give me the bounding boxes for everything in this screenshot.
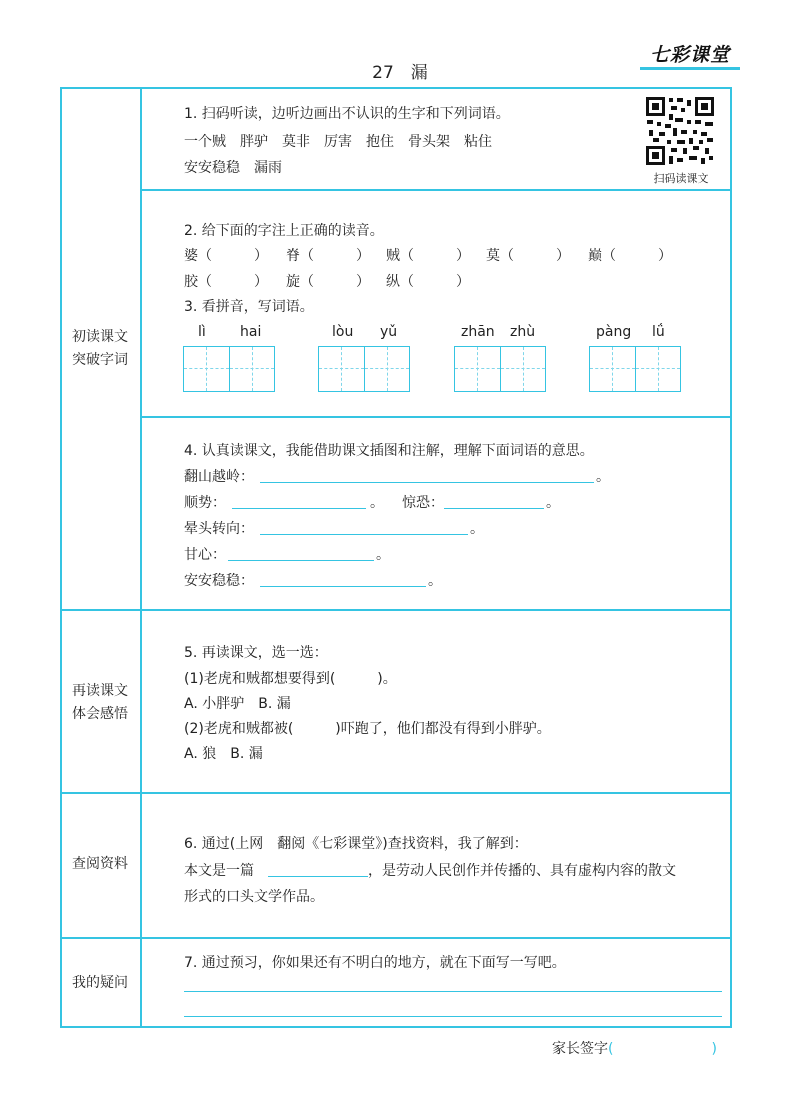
answer-line[interactable] bbox=[260, 466, 594, 483]
q2-prompt: 2. 给下面的字注上正确的读音。 bbox=[184, 223, 384, 239]
qr-caption: 扫码读课文 bbox=[653, 172, 709, 185]
q1-prompt: 1. 扫码听读，边听边画出不认识的生字和下列词语。 bbox=[184, 106, 510, 122]
q6-line1-end: ，是劳动人民创作并传播的、具有虚构内容的散文 bbox=[368, 863, 676, 879]
pinyin-syllable: zhù bbox=[510, 324, 536, 340]
q4-term: 甘心： bbox=[184, 547, 226, 563]
divider-q1 bbox=[140, 189, 732, 191]
q2-char-item: 贼（ ） bbox=[386, 248, 470, 264]
section-label-questions: 我的疑问 bbox=[72, 975, 128, 991]
writing-grid[interactable] bbox=[454, 346, 546, 392]
writing-grid[interactable] bbox=[183, 346, 275, 392]
q5-prompt: 5. 再读课文，选一选： bbox=[184, 645, 328, 661]
end-mark: 。 bbox=[428, 573, 442, 589]
q4-term: 安安稳稳： bbox=[184, 573, 254, 589]
q4-prompt: 4. 认真读课文，我能借助课文插图和注解，理解下面词语的意思。 bbox=[184, 443, 594, 459]
page-title: 27 漏 bbox=[372, 63, 428, 83]
writing-grid[interactable] bbox=[589, 346, 681, 392]
q4-term: 惊恐： bbox=[402, 495, 444, 511]
label-line: 初读课文 bbox=[72, 329, 128, 345]
q5-sub1-options: A. 小胖驴 B. 漏 bbox=[184, 696, 291, 712]
pinyin-syllable: lòu bbox=[332, 324, 354, 340]
q4-term: 翻山越岭： bbox=[184, 469, 254, 485]
label-line: 体会感悟 bbox=[72, 706, 128, 722]
end-mark: 。 bbox=[546, 495, 560, 511]
divider-section3 bbox=[60, 937, 732, 939]
signature-label: 家长签字 bbox=[552, 1041, 608, 1057]
section-label-research: 查阅资料 bbox=[72, 856, 128, 872]
answer-line[interactable] bbox=[260, 518, 468, 535]
q1-words-line1: 一个贼 胖驴 莫非 厉害 抱住 骨头架 粘住 bbox=[184, 134, 492, 150]
q2-char-item: 脊（ ） bbox=[286, 248, 370, 264]
pinyin-syllable: zhān bbox=[461, 324, 495, 340]
q3-prompt: 3. 看拼音，写词语。 bbox=[184, 299, 314, 315]
q6-line1-start: 本文是一篇 bbox=[184, 863, 254, 879]
end-mark: 。 bbox=[596, 469, 610, 485]
writing-line[interactable] bbox=[184, 991, 722, 992]
qr-code[interactable] bbox=[645, 96, 715, 166]
q4-term: 顺势： bbox=[184, 495, 226, 511]
brand-name: 七彩课堂 bbox=[650, 44, 731, 66]
qr-code-graphic bbox=[645, 96, 715, 166]
parent-signature bbox=[552, 1038, 717, 1058]
answer-line[interactable] bbox=[232, 492, 366, 509]
divider-section1 bbox=[60, 609, 732, 611]
q5-sub2-options: A. 狼 B. 漏 bbox=[184, 746, 263, 762]
pinyin-syllable: yǔ bbox=[380, 324, 398, 340]
divider-section2 bbox=[60, 792, 732, 794]
q2-char-item: 莫（ ） bbox=[486, 248, 570, 264]
q2-char-item: 纵（ ） bbox=[386, 274, 470, 290]
q5-sub1: (1)老虎和贼都想要得到( )。 bbox=[184, 671, 397, 687]
label-line: 再读课文 bbox=[72, 683, 128, 699]
q4-term: 晕头转向： bbox=[184, 521, 254, 537]
label-line: 突破字词 bbox=[72, 352, 128, 368]
writing-grid[interactable] bbox=[318, 346, 410, 392]
end-mark: 。 bbox=[376, 547, 390, 563]
q2-char-item: 巅（ ） bbox=[588, 248, 672, 264]
answer-line[interactable] bbox=[228, 544, 374, 561]
q2-char-item: 胶（ ） bbox=[184, 274, 268, 290]
divider-q3 bbox=[140, 416, 732, 418]
q7-prompt: 7. 通过预习，你如果还有不明白的地方，就在下面写一写吧。 bbox=[184, 955, 566, 971]
pinyin-syllable: pàng bbox=[596, 324, 632, 340]
end-mark: 。 bbox=[470, 521, 484, 537]
answer-line[interactable] bbox=[444, 492, 544, 509]
q2-char-item: 旋（ ） bbox=[286, 274, 370, 290]
answer-line[interactable] bbox=[268, 860, 368, 877]
pinyin-syllable: hai bbox=[240, 324, 262, 340]
pinyin-syllable: lì bbox=[198, 324, 206, 340]
worksheet-frame bbox=[60, 87, 732, 1028]
section-label-first-reading bbox=[60, 326, 140, 372]
q1-words-line2: 安安稳稳 漏雨 bbox=[184, 160, 282, 176]
label-column-divider bbox=[140, 87, 142, 1028]
pinyin-syllable: lǘ bbox=[652, 324, 665, 340]
q2-char-item: 婆（ ） bbox=[184, 248, 268, 264]
writing-line[interactable] bbox=[184, 1016, 722, 1017]
section-label-second-reading bbox=[60, 680, 140, 726]
signature-paren-open: ( bbox=[608, 1041, 614, 1057]
answer-line[interactable] bbox=[260, 570, 426, 587]
q6-line2: 形式的口头文学作品。 bbox=[184, 889, 324, 905]
signature-paren-close: ) bbox=[711, 1041, 717, 1057]
brand-underline bbox=[640, 67, 740, 70]
end-mark: 。 bbox=[370, 495, 384, 511]
q6-prompt: 6. 通过(上网 翻阅《七彩课堂》)查找资料，我了解到： bbox=[184, 836, 528, 852]
q5-sub2: (2)老虎和贼都被( )吓跑了，他们都没有得到小胖驴。 bbox=[184, 721, 551, 737]
brand-logo bbox=[636, 38, 746, 74]
